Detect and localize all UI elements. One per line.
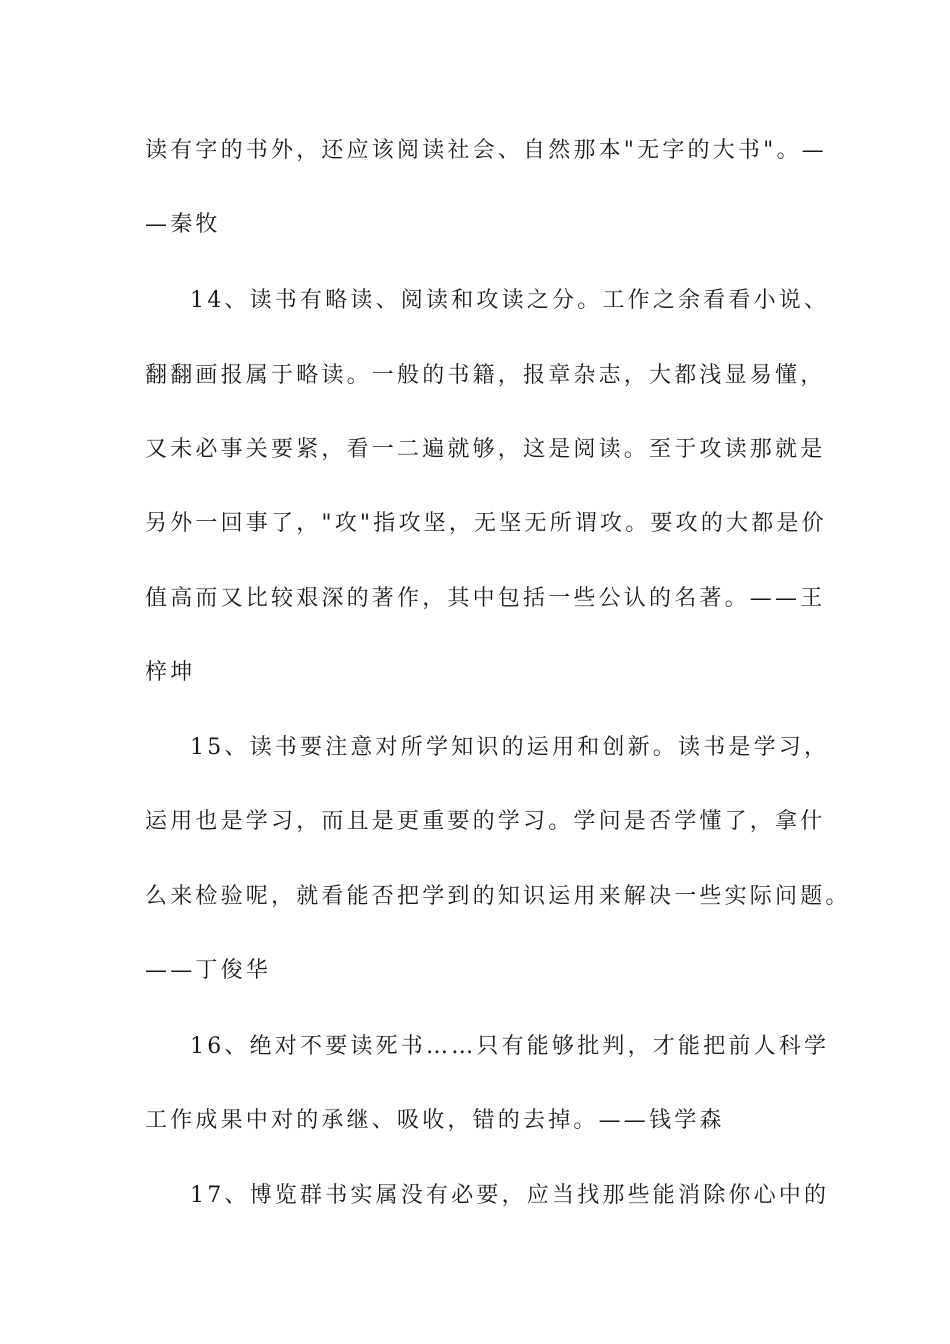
- text-line: 值高而又比较艰深的著作，其中包括一些公认的名著。——王: [145, 586, 826, 611]
- paragraph-start-14: 14、读书有略读、阅读和攻读之分。工作之余看看小说、: [190, 288, 830, 313]
- text-line: 另外一回事了，"攻"指攻坚，无坚无所谓攻。要攻的大都是价: [145, 511, 827, 536]
- paragraph-start-15: 15、读书要注意对所学知识的运用和创新。读书是学习，: [190, 735, 830, 760]
- text-line: 梓坤: [145, 660, 196, 685]
- text-line: 读有字的书外，还应该阅读社会、自然那本"无字的大书"。—: [145, 138, 827, 163]
- text-line: ——丁俊华: [145, 958, 272, 983]
- text-line: 么来检验呢，就看能否把学到的知识运用来解决一些实际问题。: [145, 884, 851, 909]
- text-line: —秦牧: [145, 212, 221, 237]
- text-line: 运用也是学习，而且是更重要的学习。学问是否学懂了，拿什: [145, 809, 826, 834]
- text-line: 又未必事关要紧，看一二遍就够，这是阅读。至于攻读那就是: [145, 437, 826, 462]
- text-line: 翻翻画报属于略读。一般的书籍，报章杂志，大都浅显易懂，: [145, 363, 826, 388]
- paragraph-start-16: 16、绝对不要读死书……只有能够批判，才能把前人科学: [190, 1034, 830, 1059]
- text-line: 工作成果中对的承继、吸收，错的去掉。——钱学森: [145, 1108, 725, 1133]
- paragraph-start-17: 17、博览群书实属没有必要，应当找那些能消除你心中的: [190, 1183, 830, 1208]
